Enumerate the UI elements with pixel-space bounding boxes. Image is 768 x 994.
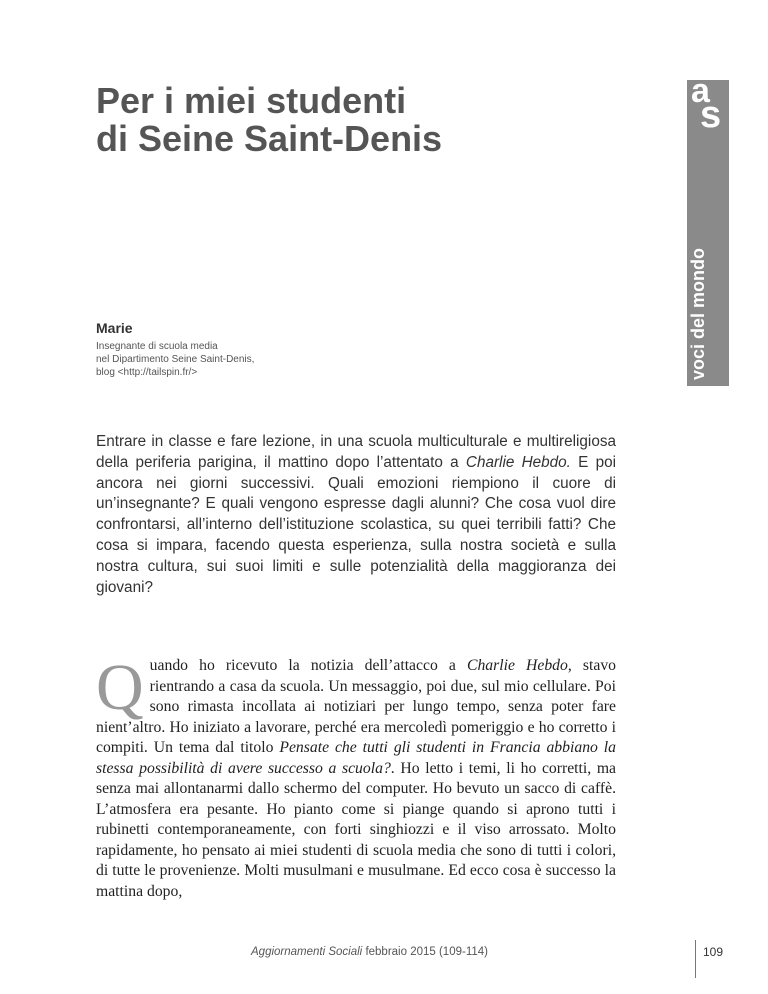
footer-issue: febbraio 2015 (109-114) bbox=[362, 946, 488, 958]
author-name: Marie bbox=[96, 320, 133, 336]
section-tab bbox=[687, 72, 729, 386]
logo-letter-s: s bbox=[700, 94, 722, 136]
footer-citation bbox=[251, 946, 488, 958]
logo-letter-a: a bbox=[691, 72, 710, 110]
author-affiliation bbox=[96, 340, 254, 379]
article-abstract bbox=[96, 432, 616, 598]
body-text-1: uando ho ricevuto la notizia dell’attacco a bbox=[149, 657, 467, 674]
body-italic-1: Charlie Hebdo bbox=[466, 657, 568, 674]
author-block bbox=[96, 320, 254, 379]
body-text-3: . Ho letto i temi, li ho corretti, ma senza mai allontanarmi dallo schermo del computer. Ho bevuto un sacco di caffè. L’atmosfera era pesante. Ho pianto come si piange quando si aprono tutti i rubinetti contemporaneamente, con forti singhiozzi e il viso arrossato. Molto rapidamente, ho pensato ai miei studenti di scuola media che sono di tutti i colori, di tutte le provenienze. Molti musulmani e musulmane. Ed ecco cosa è successo la mattina dopo, bbox=[96, 759, 616, 900]
title-line-1: Per i miei studenti bbox=[96, 80, 407, 121]
body-text-2: , stavo rientrando a casa da scuola. Un messaggio, poi due, sul mio cellulare. Poi sono rimasta incollata ai notiziari per lungo tempo, senza poter fare nient’altro. Ho iniziato a lavorare, perché era mercoledì pomeriggio e ho corretto i compiti. Un tema dal titolo bbox=[96, 657, 617, 756]
affiliation-line-2: nel Dipartimento Seine Saint-Denis, bbox=[96, 354, 255, 365]
section-label: voci del mondo bbox=[688, 247, 708, 380]
abstract-text-1: Entrare in classe e fare lezione, in una scuola multiculturale e multireligiosa della periferia parigina, il mattino dopo l’attentato a bbox=[96, 433, 616, 471]
article-body bbox=[96, 651, 617, 902]
title-line-2: di Seine Saint-Denis bbox=[96, 118, 443, 159]
abstract-text-2: E poi ancora nei giorni successivi. Quali emozioni riempiono il cuore di un’insegnante? E quali vengono espresse dagli alunni? Che cosa vuol dire confrontarsi, all’interno dell’istituzione scolastica, su quei terribili fatti? Che cosa si impara, facendo questa esperienza, sulla nostra società e sulla nostra cultura, sui suoi limiti e sulle potenzialità della maggioranza dei giovani? bbox=[96, 453, 616, 596]
footer-divider bbox=[695, 940, 696, 978]
affiliation-line-3: blog <http://tailspin.fr/> bbox=[96, 367, 198, 378]
drop-cap: Q bbox=[96, 651, 144, 724]
section-logo bbox=[687, 72, 729, 142]
page-number: 109 bbox=[703, 945, 724, 959]
abstract-italic: Charlie Hebdo. bbox=[465, 453, 571, 471]
article-title bbox=[96, 82, 656, 158]
footer-journal: Aggiornamenti Sociali bbox=[251, 946, 363, 958]
body-italic-2: Pensate che tutti gli studenti in Francia abbiano la stessa possibilità di avere successo a scuola? bbox=[96, 739, 616, 777]
affiliation-line-1: Insegnante di scuola media bbox=[96, 341, 218, 352]
